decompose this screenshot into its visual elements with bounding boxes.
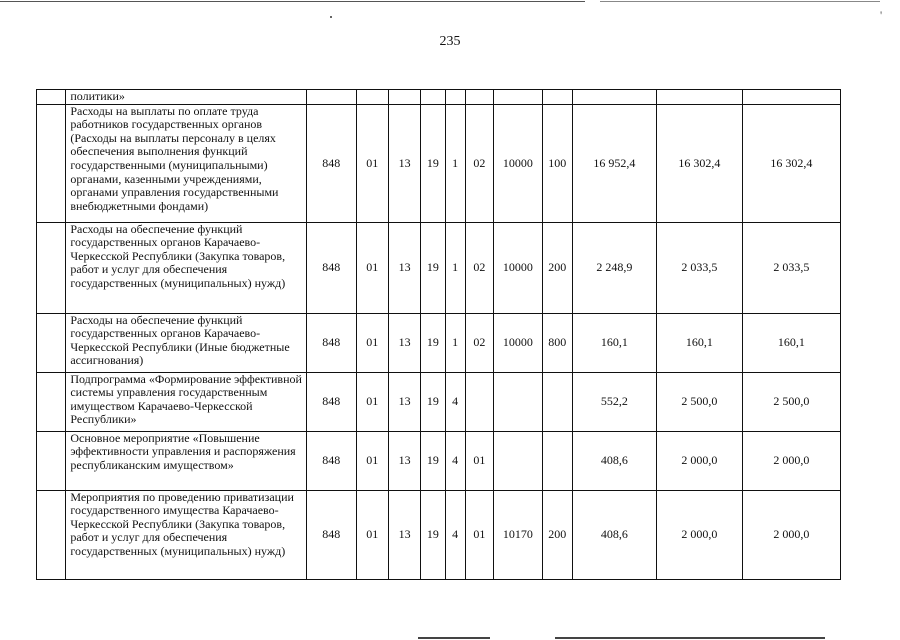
top-rule [600, 1, 880, 2]
cell-section: 01 [356, 104, 388, 222]
cell-subprogram: 4 [445, 431, 465, 490]
row-description: Расходы на обеспечение функций государственных органов Карачаево-Черкесской Республики (Иные бюджетные ассигнования) [66, 313, 307, 372]
cell-amount-year-1: 160,1 [572, 313, 656, 372]
table-row [37, 313, 841, 372]
cell-expense-type [542, 90, 572, 105]
row-number-cell [37, 431, 66, 490]
scan-speck [330, 16, 332, 18]
cell-subprogram [445, 90, 465, 105]
row-number-cell [37, 104, 66, 222]
cell-subprogram: 1 [445, 104, 465, 222]
cell-amount-year-1: 16 952,4 [572, 104, 656, 222]
cell-subsection: 13 [388, 372, 420, 431]
cell-program: 19 [421, 372, 445, 431]
cell-subsection: 13 [388, 104, 420, 222]
cell-ministry: 848 [307, 104, 357, 222]
budget-table [36, 89, 841, 580]
cell-subsection: 13 [388, 490, 420, 579]
cell-amount-year-3: 16 302,4 [742, 104, 840, 222]
cell-subprogram: 4 [445, 372, 465, 431]
row-description: Мероприятия по проведению приватизации государственного имущества Карачаево-Черкесской Республики (Закупка товаров, работ и услуг для обеспечения государственных (муниципальных) нужд) [66, 490, 307, 579]
row-number-cell [37, 222, 66, 313]
cell-program [421, 90, 445, 105]
row-description: Расходы на обеспечение функций государственных органов Карачаево-Черкесской Республики (Закупка товаров, работ и услуг для обеспечения государственных (муниципальных) нужд) [66, 222, 307, 313]
cell-subprogram: 1 [445, 313, 465, 372]
row-number-cell [37, 372, 66, 431]
cell-ministry: 848 [307, 222, 357, 313]
cell-direction [494, 90, 543, 105]
cell-subsection: 13 [388, 313, 420, 372]
row-description: Подпрограмма «Формирование эффективной системы управления государственным имуществом Карачаево-Черкесской Республики» [66, 372, 307, 431]
cell-program: 19 [421, 222, 445, 313]
cell-section [356, 90, 388, 105]
cell-program: 19 [421, 313, 445, 372]
cell-section: 01 [356, 431, 388, 490]
cell-amount-year-3: 2 000,0 [742, 490, 840, 579]
cell-amount-year-1: 552,2 [572, 372, 656, 431]
row-description: Расходы на выплаты по оплате труда работников государственных органов (Расходы на выплаты персоналу в целях обеспечения выполнения функций государственными (муниципальными) органами, казенными учреждениями, органами управления государственными внебюджетными фондами) [66, 104, 307, 222]
cell-amount-year-1 [572, 90, 656, 105]
cell-amount-year-2: 2 500,0 [656, 372, 742, 431]
cell-amount-year-1: 408,6 [572, 490, 656, 579]
cell-amount-year-3: 2 500,0 [742, 372, 840, 431]
cell-ministry: 848 [307, 313, 357, 372]
row-number-cell [37, 90, 66, 105]
cell-measure: 01 [465, 431, 493, 490]
cell-program: 19 [421, 431, 445, 490]
row-number-cell [37, 490, 66, 579]
cell-section: 01 [356, 372, 388, 431]
cell-direction: 10000 [494, 104, 543, 222]
cell-subprogram: 1 [445, 222, 465, 313]
page-number: 235 [439, 34, 461, 49]
cell-measure: 02 [465, 104, 493, 222]
cell-program: 19 [421, 490, 445, 579]
cell-expense-type [542, 431, 572, 490]
table-row [37, 490, 841, 579]
cell-amount-year-1: 408,6 [572, 431, 656, 490]
top-rule [0, 1, 585, 2]
cell-amount-year-2: 2 033,5 [656, 222, 742, 313]
cell-amount-year-2: 16 302,4 [656, 104, 742, 222]
table-row [37, 431, 841, 490]
cell-measure: 01 [465, 490, 493, 579]
row-description: Основное мероприятие «Повышение эффективности управления и распоряжения республиканским имуществом» [66, 431, 307, 490]
cell-ministry: 848 [307, 490, 357, 579]
cell-expense-type: 200 [542, 490, 572, 579]
cell-amount-year-2: 2 000,0 [656, 431, 742, 490]
cell-program: 19 [421, 104, 445, 222]
cell-expense-type: 200 [542, 222, 572, 313]
row-number-cell [37, 313, 66, 372]
cell-amount-year-3: 2 033,5 [742, 222, 840, 313]
cell-amount-year-3: 2 000,0 [742, 431, 840, 490]
cell-direction: 10000 [494, 313, 543, 372]
table-row [37, 104, 841, 222]
bottom-rule [418, 637, 490, 639]
cell-section: 01 [356, 490, 388, 579]
cell-expense-type: 100 [542, 104, 572, 222]
cell-measure: 02 [465, 222, 493, 313]
table-row [37, 90, 841, 105]
cell-direction [494, 431, 543, 490]
cell-direction: 10000 [494, 222, 543, 313]
cell-amount-year-2: 2 000,0 [656, 490, 742, 579]
cell-expense-type: 800 [542, 313, 572, 372]
cell-measure: 02 [465, 313, 493, 372]
cell-measure [465, 372, 493, 431]
cell-ministry: 848 [307, 372, 357, 431]
cell-subsection: 13 [388, 222, 420, 313]
cell-amount-year-1: 2 248,9 [572, 222, 656, 313]
row-description: политики» [66, 90, 307, 105]
corner-tick-mark: ' [880, 8, 883, 22]
cell-amount-year-3: 160,1 [742, 313, 840, 372]
cell-ministry: 848 [307, 431, 357, 490]
bottom-rule [555, 637, 825, 639]
table-row [37, 372, 841, 431]
cell-amount-year-3 [742, 90, 840, 105]
cell-direction [494, 372, 543, 431]
cell-amount-year-2: 160,1 [656, 313, 742, 372]
cell-ministry [307, 90, 357, 105]
cell-subsection: 13 [388, 431, 420, 490]
cell-amount-year-2 [656, 90, 742, 105]
cell-expense-type [542, 372, 572, 431]
cell-direction: 10170 [494, 490, 543, 579]
table-row [37, 222, 841, 313]
cell-section: 01 [356, 313, 388, 372]
cell-measure [465, 90, 493, 105]
cell-subprogram: 4 [445, 490, 465, 579]
cell-subsection [388, 90, 420, 105]
cell-section: 01 [356, 222, 388, 313]
